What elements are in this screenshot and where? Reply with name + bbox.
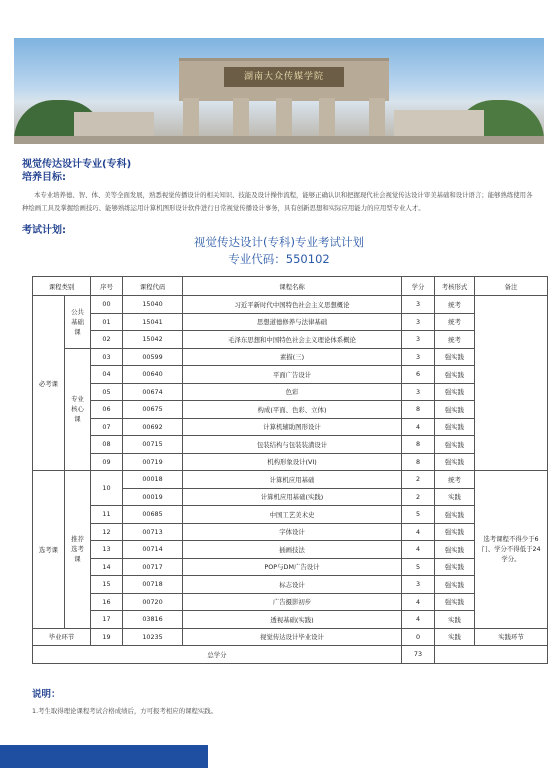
cell-no: 00: [91, 296, 123, 314]
cell-form: 实践: [435, 488, 475, 506]
cell-form: 强实践: [435, 541, 475, 559]
cell-code: 15042: [123, 331, 183, 349]
table-row: [33, 611, 548, 629]
cell-name: 平面广告设计: [183, 366, 402, 384]
cell-credit: 8: [402, 401, 435, 419]
cell-name: 思想道德修养与法律基础: [183, 313, 402, 331]
cell-credit: 3: [402, 383, 435, 401]
cell-code: 00714: [123, 541, 183, 559]
table-row: [33, 401, 548, 419]
cell-code: 00019: [123, 488, 183, 506]
cell-form: 强实践: [435, 418, 475, 436]
cell-no: 11: [91, 506, 123, 524]
cell-credit: 3: [402, 576, 435, 594]
cell-code: 00717: [123, 558, 183, 576]
cell-credit: 8: [402, 436, 435, 454]
cell-code: 00675: [123, 401, 183, 419]
header-credit: 学分: [402, 277, 435, 296]
subcategory-core: 专业核心课: [65, 348, 91, 471]
cell-name: 色彩: [183, 383, 402, 401]
cell-code: 03816: [123, 611, 183, 629]
table-header-row: [33, 277, 548, 296]
goal-paragraph: 本专业培养德、智、体、美等全面发展，熟悉视觉传播设计的相关知识、技能及设计操作流程，能够正确认识和把握现代社会视觉传达设计审美基础和设计语言；能够熟练使用各种绘画工具及掌握绘画技巧、能够熟练运用计算机图形设计软件进行日常视觉传播设计事务，具有创新思想和实际应用能力的应用型专业人才。: [22, 191, 533, 212]
cell-code: 15041: [123, 313, 183, 331]
cell-no: 17: [91, 611, 123, 629]
cell-name: 中国工艺美术史: [183, 506, 402, 524]
cell-no: 14: [91, 558, 123, 576]
cell-code: 00674: [123, 383, 183, 401]
cell-no: 06: [91, 401, 123, 419]
cell-name: 广告摄影初步: [183, 593, 402, 611]
table-row: [33, 558, 548, 576]
table-row: [33, 331, 548, 349]
cell-credit: 5: [402, 506, 435, 524]
cell-code: 00640: [123, 366, 183, 384]
table-row: [33, 523, 548, 541]
total-empty: [435, 646, 548, 664]
cell-no: 15: [91, 576, 123, 594]
table-row: [33, 506, 548, 524]
cell-form: 实践: [435, 628, 475, 646]
cell-credit: 0: [402, 628, 435, 646]
table-row: [33, 576, 548, 594]
cell-credit: 3: [402, 313, 435, 331]
cell-form: 统考: [435, 331, 475, 349]
cell-form: 统考: [435, 296, 475, 314]
table-row: [33, 541, 548, 559]
note-heading: 说明：: [32, 689, 61, 700]
total-label: 总学分: [33, 646, 402, 664]
table-row: [33, 296, 548, 314]
cell-name: 素描(三): [183, 348, 402, 366]
cell-form: 统考: [435, 471, 475, 489]
cell-credit: 4: [402, 523, 435, 541]
cell-name: 透视基础(实践): [183, 611, 402, 629]
plan-code: 专业代码：550102: [228, 252, 330, 266]
cell-name: 计算机辅助图形设计: [183, 418, 402, 436]
cell-credit: 2: [402, 471, 435, 489]
cell-remark: [475, 296, 548, 471]
cell-no: 09: [91, 453, 123, 471]
cell-form: 强实践: [435, 383, 475, 401]
cell-name: 字体设计: [183, 523, 402, 541]
cell-form: 强实践: [435, 436, 475, 454]
cell-credit: 4: [402, 418, 435, 436]
plan-title: 视觉传达设计(专科)专业考试计划: [194, 235, 364, 249]
cell-no: 02: [91, 331, 123, 349]
category-required: 必考课: [33, 296, 65, 471]
cell-form: 强实践: [435, 366, 475, 384]
header-form: 考核形式: [435, 277, 475, 296]
cell-form: 强实践: [435, 523, 475, 541]
cell-form: 强实践: [435, 576, 475, 594]
cell-code: 00692: [123, 418, 183, 436]
cell-name: POP与DM广告设计: [183, 558, 402, 576]
cell-no: 07: [91, 418, 123, 436]
cell-no: 08: [91, 436, 123, 454]
header-no: 序号: [91, 277, 123, 296]
table-row-total: [33, 646, 548, 664]
cell-code: 00715: [123, 436, 183, 454]
cell-credit: 2: [402, 488, 435, 506]
table-row: [33, 436, 548, 454]
major-title: 视觉传达设计专业(专科): [22, 159, 132, 170]
cell-no: 12: [91, 523, 123, 541]
table-row: [33, 418, 548, 436]
total-value: 73: [402, 646, 435, 664]
cell-code: 00720: [123, 593, 183, 611]
cell-name: 包装结构与包装装潢设计: [183, 436, 402, 454]
cell-code: 00599: [123, 348, 183, 366]
cell-code: 15040: [123, 296, 183, 314]
cell-code: 00719: [123, 453, 183, 471]
footer-bar: [0, 745, 208, 768]
cell-credit: 3: [402, 348, 435, 366]
cell-no: 16: [91, 593, 123, 611]
table-row: [33, 453, 548, 471]
cell-no: 04: [91, 366, 123, 384]
cell-no: 03: [91, 348, 123, 366]
cell-code: 00718: [123, 576, 183, 594]
cell-code: 00713: [123, 523, 183, 541]
cell-form: 强实践: [435, 506, 475, 524]
cell-code: 10235: [123, 628, 183, 646]
cell-form: 强实践: [435, 401, 475, 419]
cell-credit: 5: [402, 558, 435, 576]
cell-name: 插画技法: [183, 541, 402, 559]
goal-heading: 培养目标:: [22, 172, 66, 183]
table-row: [33, 383, 548, 401]
table-row-graduation: [33, 628, 548, 646]
cell-form: 强实践: [435, 558, 475, 576]
cell-code: 00685: [123, 506, 183, 524]
cell-name: 构成(平面、色彩、立体): [183, 401, 402, 419]
cell-form: 强实践: [435, 453, 475, 471]
table-row: [33, 471, 548, 489]
cell-credit: 4: [402, 611, 435, 629]
table-row: [33, 366, 548, 384]
cell-no: 01: [91, 313, 123, 331]
cell-name: 标志设计: [183, 576, 402, 594]
cell-no: 10: [91, 471, 123, 506]
campus-gate-banner: [14, 38, 544, 144]
cell-remark: 实践环节: [475, 628, 548, 646]
subcategory-public: 公共基础课: [65, 296, 91, 349]
gate-sign: 湖南大众传媒学院: [224, 67, 344, 87]
cell-credit: 3: [402, 296, 435, 314]
cell-no: 05: [91, 383, 123, 401]
cell-name: 计算机应用基础(实践): [183, 488, 402, 506]
cell-credit: 8: [402, 453, 435, 471]
subcategory-recommended: 推荐选考课: [65, 471, 91, 629]
cell-credit: 4: [402, 593, 435, 611]
cell-name: 机构形象设计(VI): [183, 453, 402, 471]
cell-name: 视觉传达设计毕业设计: [183, 628, 402, 646]
plan-heading: 考试计划:: [22, 225, 66, 236]
cell-credit: 3: [402, 331, 435, 349]
cell-name: 计算机应用基础: [183, 471, 402, 489]
exam-plan-table: [32, 276, 548, 664]
category-elective: 选考课: [33, 471, 65, 629]
header-name: 课程名称: [183, 277, 402, 296]
header-category: 课程类别: [33, 277, 91, 296]
table-row: [33, 313, 548, 331]
table-row: [33, 593, 548, 611]
cell-credit: 4: [402, 541, 435, 559]
cell-code: 00018: [123, 471, 183, 489]
campus-gate: [179, 58, 389, 144]
note-text: 1.考生取得理论课程考试合格成绩后，方可报考相应的课程实践。: [32, 707, 218, 715]
elective-note: 选考课程不得少于6门、学分不得低于24学分。: [475, 471, 548, 629]
cell-form: 强实践: [435, 348, 475, 366]
cell-credit: 6: [402, 366, 435, 384]
table-row: [33, 348, 548, 366]
header-remark: 备注: [475, 277, 548, 296]
category-graduation: 毕业环节: [33, 628, 91, 646]
header-code: 课程代码: [123, 277, 183, 296]
cell-form: 统考: [435, 313, 475, 331]
cell-no: 13: [91, 541, 123, 559]
cell-form: 实践: [435, 611, 475, 629]
cell-no: 19: [91, 628, 123, 646]
cell-name: 毛泽东思想和中国特色社会主义理论体系概论: [183, 331, 402, 349]
cell-form: 强实践: [435, 593, 475, 611]
cell-name: 习近平新时代中国特色社会主义思想概论: [183, 296, 402, 314]
